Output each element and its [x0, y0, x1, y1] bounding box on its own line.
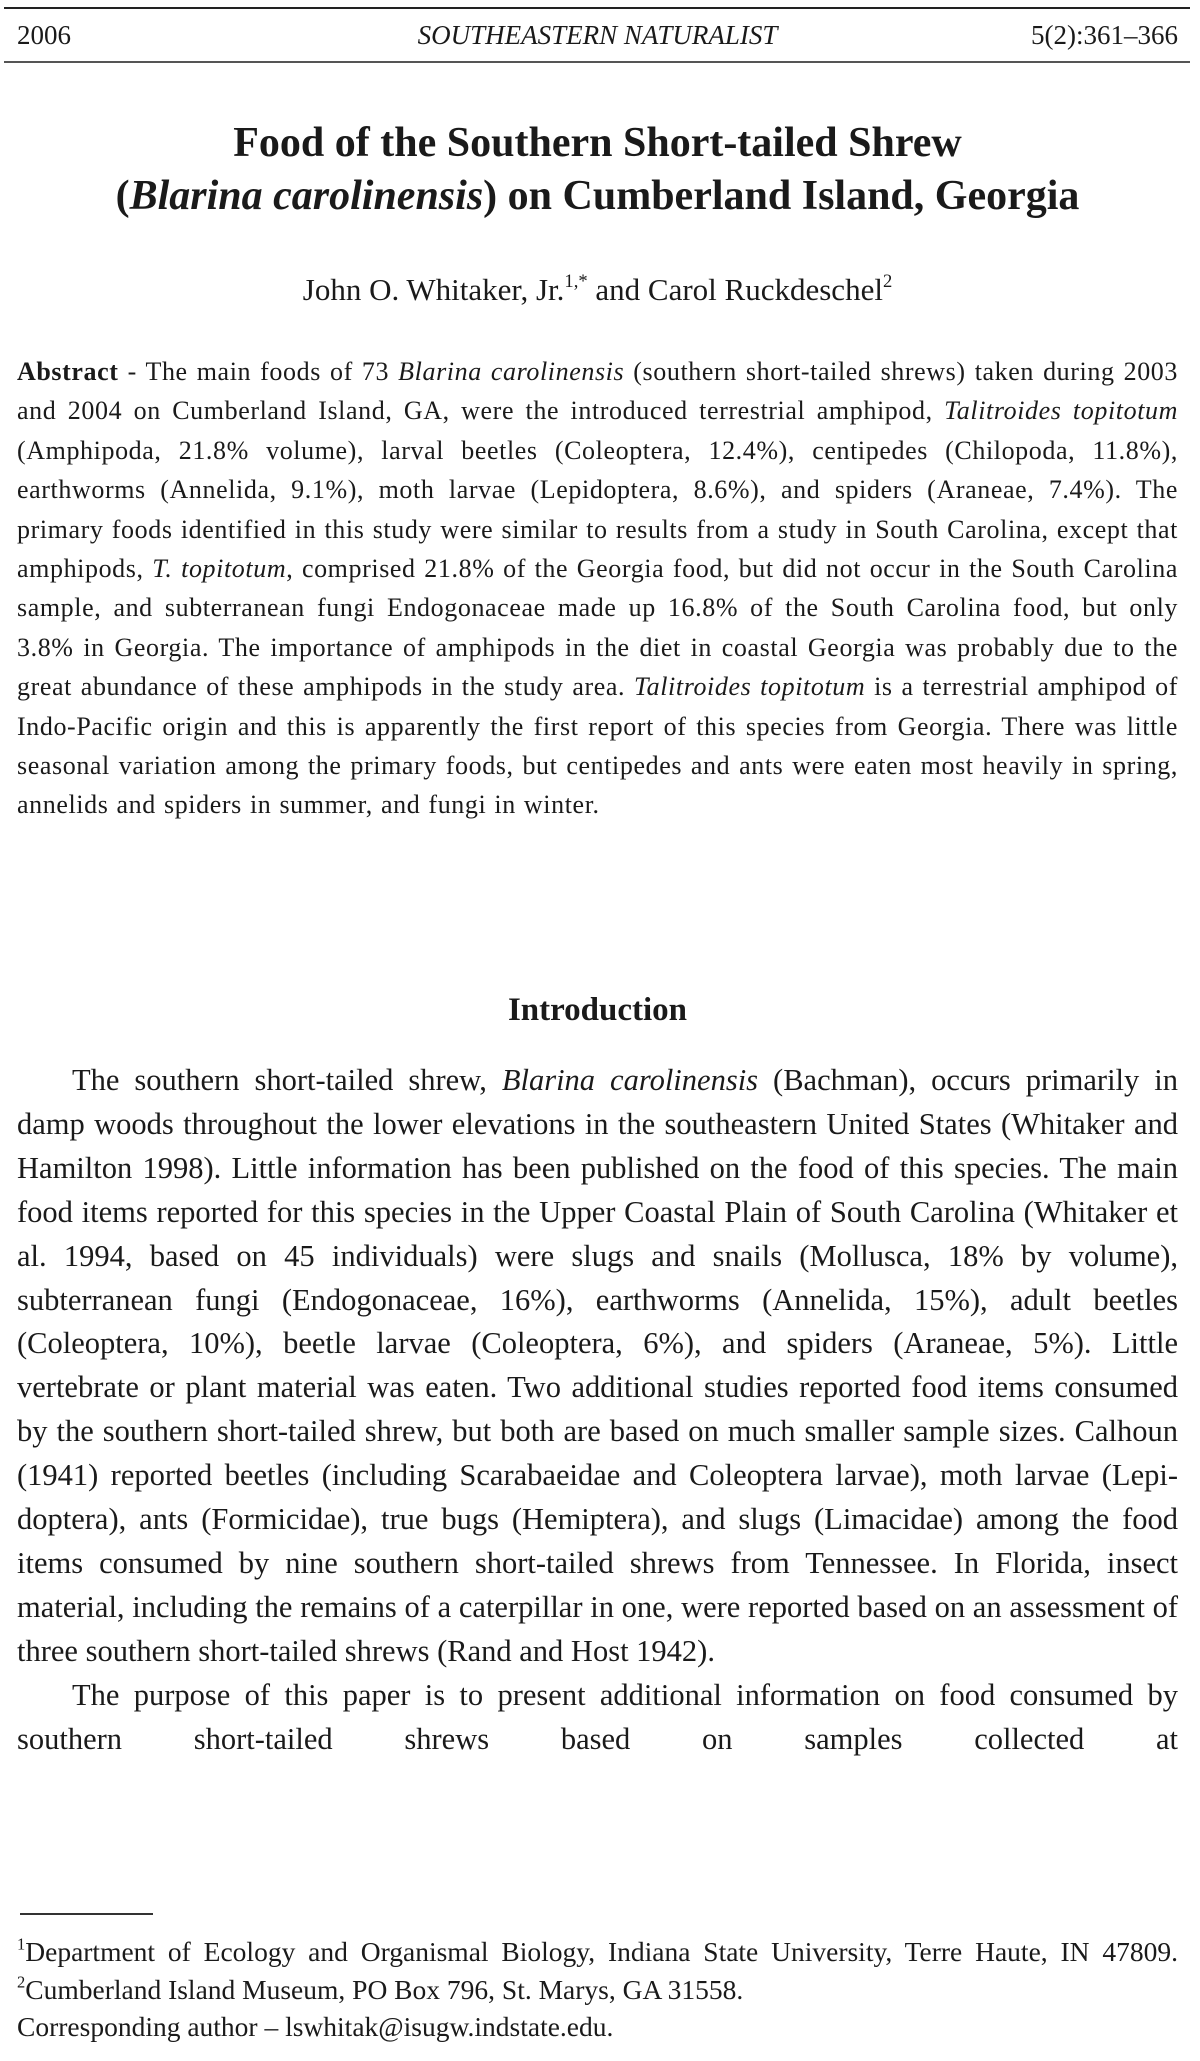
- section-heading-introduction: Introduction: [507, 992, 688, 1028]
- footnote-separator: [20, 1913, 153, 1915]
- footnotes: [17, 1933, 1178, 2046]
- abstract-label: Abstract: [17, 357, 119, 386]
- title-line-1: Food of the Southern Short-tailed Shrew: [233, 120, 962, 166]
- author-2-affiliation-mark: 2: [882, 270, 893, 292]
- abstract-species-name: Blarina carolinensis: [398, 357, 625, 386]
- abstract-species-name: T. topitotum: [152, 554, 287, 584]
- header-top-rule: [4, 7, 1190, 9]
- article-title: [17, 117, 1178, 223]
- abstract-species-name: Talitroides topitotum: [633, 672, 866, 702]
- title-line-2-rest: ) on Cumberland Island, Georgia: [483, 173, 1080, 219]
- author-2-name: Carol Ruckdeschel: [647, 272, 883, 307]
- author-list: [17, 270, 1178, 310]
- author-1-affiliation-mark: 1,*: [564, 270, 588, 292]
- running-head-volume-pages: 5(2):361–366: [1031, 20, 1178, 50]
- introduction-body: [17, 1059, 1178, 1762]
- introduction-paragraph-2: The purpose of this paper is to present additional information on food consumed by southern short-tailed shrews based on samples collected at: [17, 1677, 1178, 1756]
- footnote-1-mark: 1: [17, 1934, 26, 1954]
- abstract-text: (Amphipoda, 21.8% volume), larval beetles (Coleoptera, 12.4%), centipedes (Chilopoda, 11.8%), earthworms (Annelida, 9.1%), moth larvae (Lepidoptera, 8.6%), and spiders (Araneae, 7.4%). The primary foods identified in this study were similar to results from a study in South Carolina, except that amphipods,: [17, 435, 1178, 584]
- paragraph-text: (Bachman), occurs primarily in damp woods throughout the lower elevations in the southeastern United States (Whitaker and Hamilton 1998). Little information has been published on the food of this species. The main food items reported for this species in the Upper Coastal Plain of South Carolina (Whitaker et al. 1994, based on 45 individuals) were slugs and snails (Mollusca, 18% by volume), subterranean fungi (Endogonaceae, 16%), earthworms (Annelida, 15%), adult beetles (Coleoptera, 10%), beetle larvae (Coleoptera, 6%), and spiders (Araneae, 5%). Little vertebrate or plant material was eaten. Two additional studies reported food items consumed by the southern short-tailed shrew, but both are based on much smaller sample sizes. Calhoun (1941) reported beetles (including Scarabaeidae and Coleoptera larvae), moth larvae (Lepidoptera), ants (Formicidae), true bugs (Hemiptera), and slugs (Limacidae) among the food items consumed by nine southern short-tailed shrews from Tennessee. In Florida, insect material, including the remains of a caterpillar in one, were reported based on an assessment of three southern short-tailed shrews (Rand and Host 1942).: [17, 1063, 1178, 1668]
- author-1-name: John O. Whitaker, Jr.: [302, 272, 565, 307]
- introduction-paragraph-1: [17, 1059, 1178, 1674]
- species-name: Blarina carolinensis: [501, 1063, 759, 1097]
- abstract-species-name: Talitroides topitotum: [944, 396, 1178, 426]
- abstract: [17, 352, 1178, 825]
- abstract-text: (southern short-tailed shrews) taken during 2003 and 2004 on Cumberland Island, GA, were the introduced terrestrial amphipod,: [17, 357, 1178, 426]
- corresponding-author: Corresponding author – lswhitak@isugw.indstate.edu.: [17, 2011, 614, 2042]
- running-head-year: 2006: [17, 20, 71, 50]
- paragraph-text: The southern short-tailed shrew,: [72, 1063, 502, 1097]
- abstract-text: , comprised 21.8% of the Georgia food, but did not occur in the South Carolina sample, and subterranean fungi Endogonaceae made up 16.8% of the South Carolina food, but only 3.8% in Georgia. The importance of amphipods in the diet in coastal Georgia was probably due to the great abundance of these amphipods in the study area.: [17, 554, 1178, 702]
- abstract-text: is a terrestrial amphipod of Indo-Pacific origin and this is apparently the first report of this species from Georgia. There was little seasonal variation among the primary foods, but centipedes and ants were eaten most heavily in spring, annelids and spiders in summer, and fungi in winter.: [17, 672, 1178, 820]
- footnote-1-text: Department of Ecology and Organismal Biology, Indiana State University, Terre Haute, IN 47809.: [25, 1936, 1178, 1967]
- running-head: [17, 18, 1178, 52]
- abstract-text: - The main foods of 73: [118, 357, 399, 386]
- title-species-name: Blarina carolinensis: [129, 173, 484, 219]
- footnote-2-text: Cumberland Island Museum, PO Box 796, St. Marys, GA 31558.: [25, 1973, 744, 2005]
- running-head-journal: SOUTHEASTERN NATURALIST: [417, 20, 778, 50]
- title-line-2: [17, 170, 1178, 223]
- author-conjunction: and: [587, 272, 648, 307]
- affiliation-footnotes: [17, 1933, 1178, 2008]
- header-bottom-rule: [4, 61, 1190, 63]
- footnote-2-mark: 2: [17, 1971, 26, 1991]
- title-paren: (: [115, 173, 130, 219]
